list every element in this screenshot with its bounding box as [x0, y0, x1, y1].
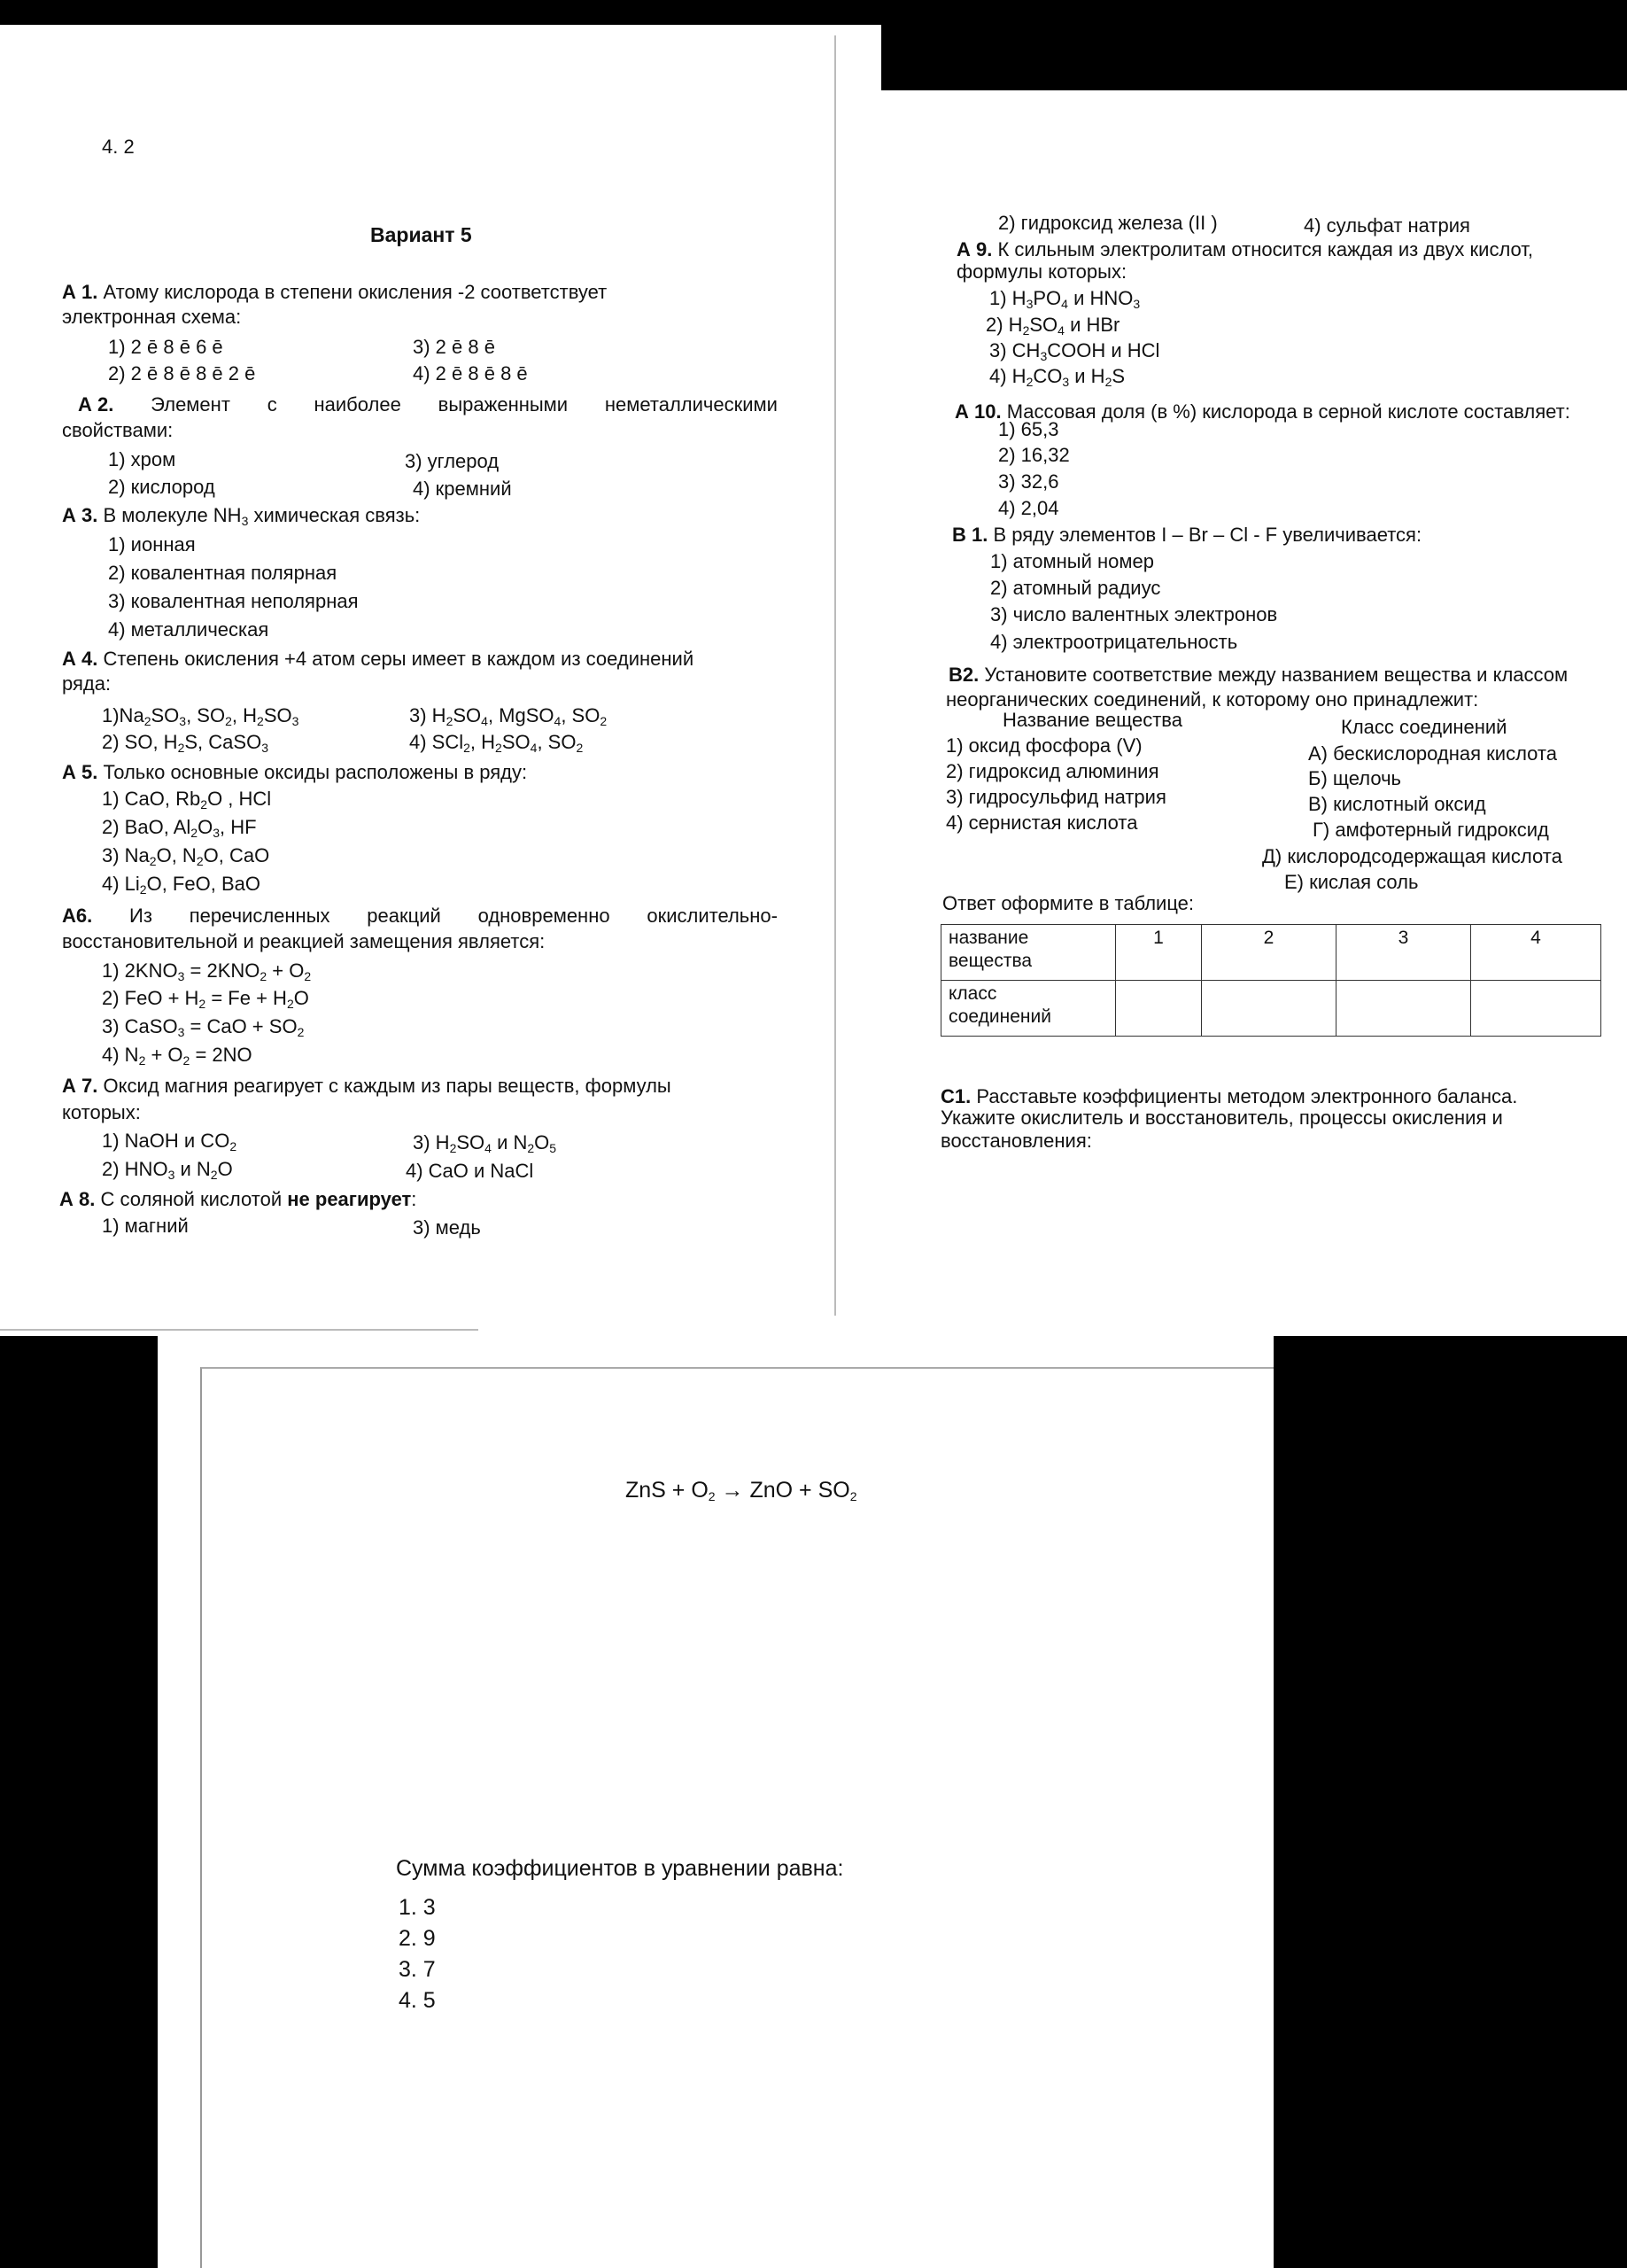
option: 4. 5 [399, 1988, 436, 2013]
option: 4) электроотрицательность [990, 631, 1238, 653]
substance-item: 1) оксид фосфора (V) [946, 734, 1143, 757]
option: 3) $H_2SO_4$ и $N_2O_5$ [413, 1131, 557, 1155]
option: 4) 2 ē 8 ē 8 ē [413, 362, 528, 384]
table-cell: 4 [1471, 925, 1601, 981]
page-edge-line [0, 1329, 478, 1331]
substance-item: 4) сернистая кислота [946, 812, 1138, 834]
redox-equation: ZnS + $O_2$ → ZnO + $SO_2$ [625, 1478, 857, 1503]
class-item: Б) щелочь [1308, 767, 1401, 789]
class-item: Д) кислородсодержащая кислота [1262, 845, 1562, 867]
option: 3) ковалентная неполярная [108, 590, 359, 612]
table-cell: 2 [1202, 925, 1336, 981]
question-a10: А 10. Массовая доля (в %) кислорода в серной кислоте составляет: [955, 400, 1570, 423]
question-a2: А 2. Элемент с наиболее выраженными неметаллическими [78, 393, 778, 416]
option: 2) BaO, $Al_2O_3$, HF [102, 816, 257, 840]
table-cell: 1 [1116, 925, 1202, 981]
option: 2) 16,32 [998, 444, 1070, 466]
table-row: название вещества 1 2 3 4 [941, 925, 1601, 981]
option: 3) $CH_3COOH$ и HCl [989, 339, 1160, 363]
option: 1) магний [102, 1215, 189, 1237]
column-heading: Класс соединений [1341, 716, 1507, 738]
table-caption: Ответ оформите в таблице: [942, 892, 1195, 914]
option: 1) атомный номер [990, 550, 1154, 572]
option: 2) атомный радиус [990, 577, 1161, 599]
option: 1) ионная [108, 533, 196, 555]
class-item: В) кислотный оксид [1308, 793, 1486, 815]
class-item: Е) кислая соль [1284, 871, 1419, 893]
answer-cell[interactable] [1116, 981, 1202, 1037]
option: 1) 65,3 [998, 418, 1059, 440]
question-a4: А 4. Степень окисления +4 атом серы имеет в каждом из соединений [62, 648, 694, 670]
question-b2: В2. Установите соответствие между названием вещества и классом [949, 664, 1569, 686]
option: 2) 2 ē 8 ē 8 ē 2 ē [108, 362, 256, 384]
option: 2) гидроксид железа (II ) [998, 212, 1218, 234]
option: 1) 2 ē 8 ē 6 ē [108, 336, 223, 358]
option: 3) 32,6 [998, 470, 1059, 493]
worksheet-page-bottom [158, 1333, 1274, 2268]
option: 3) $H_2SO_4$, MgSO$_4$, $SO_2$ [409, 704, 608, 728]
table-cell: 3 [1336, 925, 1471, 981]
corner-answer: 4. 2 [102, 136, 135, 158]
question-a9: А 9. К сильным электролитам относится каждая из двух кислот, [957, 238, 1534, 260]
option: 3) 2 ē 8 ē [413, 336, 495, 358]
option: 1) NaOH и $CO_2$ [102, 1130, 237, 1153]
option: 4) сульфат натрия [1304, 214, 1470, 237]
option: 2) FeO + $H_2 = Fe + H_2O$ [102, 987, 309, 1011]
substance-item: 2) гидроксид алюминия [946, 760, 1159, 782]
option: 4) металлическая [108, 618, 269, 641]
option: 3. 7 [399, 1957, 436, 1982]
question-a1: А 1. Атому кислорода в степени окисления -2 соответствует [62, 281, 608, 303]
question-a5: А 5. Только основные оксиды расположены в ряду: [62, 761, 528, 783]
page-edge-line [834, 35, 836, 1316]
class-item: А) бескислородная кислота [1308, 742, 1557, 765]
answer-cell[interactable] [1336, 981, 1471, 1037]
option: 3) $Na_2O$, $N_2O$, CaO [102, 844, 270, 868]
option: 4) $N_2 + O_2 = 2NO$ [102, 1044, 252, 1068]
option: 1. 3 [399, 1895, 436, 1920]
option: 1) $2KNO_3 = 2KNO_2 + O_2$ [102, 959, 312, 983]
option: 2) кислород [108, 476, 215, 498]
answer-table [941, 924, 1601, 1037]
question-b1: В 1. В ряду элементов I – Br – Cl - F увеличивается: [952, 524, 1422, 546]
option: 2) SO, $H_2S$, CaSO$_3$ [102, 731, 268, 755]
option: 4) 2,04 [998, 497, 1059, 519]
option: 2) $HNO_3$ и $N_2O$ [102, 1158, 233, 1182]
answer-cell[interactable] [1471, 981, 1601, 1037]
sum-question: Сумма коэффициентов в уравнении равна: [396, 1856, 844, 1881]
column-heading: Название вещества [1003, 709, 1182, 731]
option: 3) CaSO$_3$ = CaO + $SO_2$ [102, 1015, 305, 1039]
option: 4) кремний [413, 478, 512, 500]
answer-cell[interactable] [1202, 981, 1336, 1037]
class-item: Г) амфотерный гидроксид [1313, 819, 1549, 841]
option: 1) $H_3PO_4$ и $HNO_3$ [989, 287, 1141, 311]
substance-item: 3) гидросульфид натрия [946, 786, 1166, 808]
question-c1: С1. Расставьте коэффициенты методом электронного баланса. [941, 1085, 1518, 1107]
option: 3) медь [413, 1216, 481, 1239]
option: 1) CaO, $Rb_2O$ , HCl [102, 788, 272, 812]
option: 3) число валентных электронов [990, 603, 1278, 625]
option: 4) CaO и NaCl [406, 1160, 534, 1182]
option: 3) углерод [405, 450, 500, 472]
table-row: класс соединений [941, 981, 1601, 1037]
option: 2. 9 [399, 1926, 436, 1951]
option: $1)Na_2SO_3$, $SO_2$, $H_2SO_3$ [102, 704, 299, 728]
variant-title: Вариант 5 [370, 223, 472, 246]
question-a7: А 7. Оксид магния реагирует с каждым из пары веществ, формулы [62, 1075, 671, 1097]
question-a6: А6. Из перечисленных реакций одновременно окислительно- [62, 905, 778, 927]
option: 4) $Li_2O$, FeO, BaO [102, 873, 260, 897]
question-a8: А 8. С соляной кислотой не реагирует: [59, 1188, 417, 1210]
option: 2) $H_2SO_4$ и HBr [986, 314, 1120, 338]
option: 2) ковалентная полярная [108, 562, 337, 584]
option: 4) SCl$_2$, $H_2SO_4$, $SO_2$ [409, 731, 584, 755]
option: 4) $H_2CO_3$ и $H_2S$ [989, 365, 1126, 389]
option: 1) хром [108, 448, 176, 470]
question-a3: А 3. В молекуле $NH_3$ химическая связь: [62, 504, 421, 528]
